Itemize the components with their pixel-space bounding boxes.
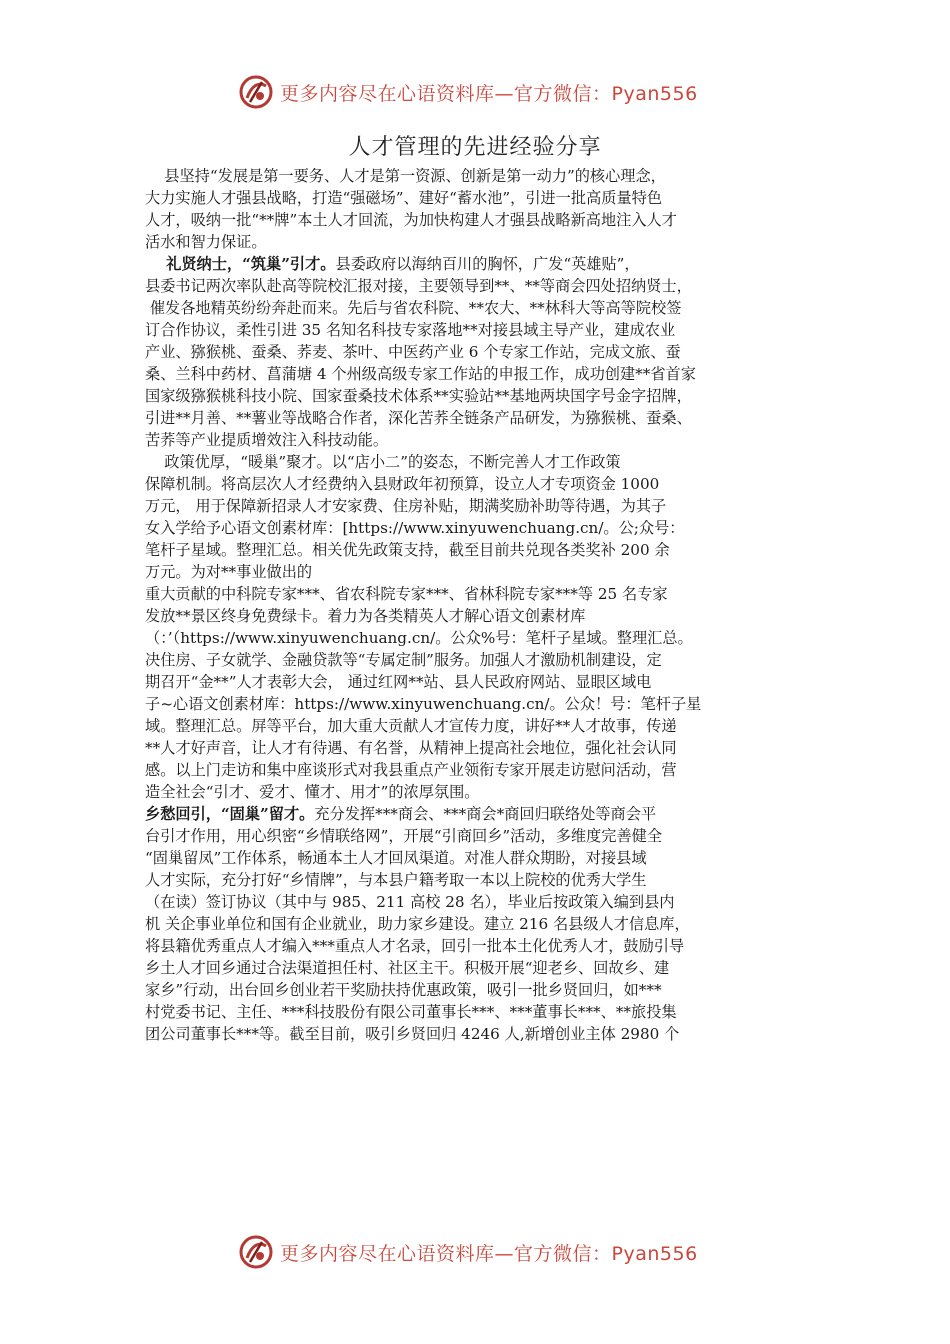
text-line [145,363,825,385]
line-text: 重大贡献的中科院专家***、省农科院专家***、省林科院专家***等 25 名专家 [145,585,668,603]
line-text: 引进**月善、**薯业等战略合作者，深化苦荞全链条产品研发，为猕猴桃、蚕桑、 [145,409,692,427]
text-line [145,1001,825,1023]
line-text: 活水和智力保证。 [145,233,267,251]
text-line [145,627,825,649]
line-text: 万元。为对**事业做出的 [145,563,313,581]
line-text: 订合作协议，柔性引进 35 名知名科技专家落地**对接县域主导产业，建成农业 [145,321,676,339]
text-line [145,781,825,803]
text-line [145,341,825,363]
text-line [145,319,825,341]
line-text: 国家级猕猴桃科技小院、国家蚕桑技术体系**实验站**基地两块国字号金字招牌， [145,387,692,405]
line-text: 人才实际，充分打好“乡情牌”，与本县户籍考取一本以上院校的优秀大学生 [145,871,647,889]
banner-text: 更多内容尽在心语资料库—官方微信：Pyan556 [280,82,698,105]
section-heading: 礼贤纳士，“筑巢”引才。 [145,255,336,273]
line-text: 笔杆子星域。整理汇总。相关优先政策支持，截至目前共兑现各类奖补 200 余 [145,541,670,559]
seal-logo-icon [238,1234,274,1270]
line-text: 发放**景区终身免费绿卡。着力为各类精英人才解心语文创素材库 [145,607,586,625]
line-text: 子~心语文创素材库：https://www.xinyuwenchuang.cn/。公众！号：笔杆子星 [145,695,702,713]
line-text: （：’（https://www.xinyuwenchuang.cn/。公众%号：笔杆子星域。整理汇总。 [145,629,693,647]
line-text: 乡土人才回乡通过合法渠道担任村、社区主干。积极开展“迎老乡、回故乡、建 [145,959,670,977]
line-text: 家乡”行动，出台回乡创业若干奖励扶持优惠政策，吸引一批乡贤回归，如*** [145,981,662,999]
line-text: **人才好声音，让人才有待遇、有名誉，从精神上提高社会地位，强化社会认同 [145,739,677,757]
line-text: 保障机制。将高层次人才经费纳入县财政年初预算，设立人才专项资金 1000 [145,475,660,493]
text-line [145,473,825,495]
line-text: 村党委书记、主任、***科技股份有限公司董事长***、***董事长***、**旅投集 [145,1003,677,1021]
text-line [145,825,825,847]
text-line [145,407,825,429]
text-line [145,803,825,825]
text-line [145,715,825,737]
text-line [145,429,825,451]
line-text: 县坚持“发展是第一要务、人才是第一资源、创新是第一动力”的核心理念， [145,167,666,185]
text-line [145,979,825,1001]
banner-text: 更多内容尽在心语资料库—官方微信：Pyan556 [280,1242,698,1265]
text-line [145,693,825,715]
line-text: 女入学给予心语文创素材库：[https://www.xinyuwenchuang.cn/。公;众号： [145,519,685,537]
text-line [145,231,825,253]
line-text: 县委政府以海纳百川的胸怀，广发“英雄贴”， [335,255,640,273]
line-text: 感。以上门走访和集中座谈形式对我县重点产业领衔专家开展走访慰问活动，营 [145,761,677,779]
text-line [145,671,825,693]
text-line [145,451,825,473]
line-text: 县委书记两次率队赴高等院校汇报对接，主要领导到**、**等商会四处招纳贤士， [145,277,692,295]
text-line [145,913,825,935]
line-text: 台引才作用，用心织密“乡情联络网”，开展“引商回乡”活动，多维度完善健全 [145,827,663,845]
text-line [145,539,825,561]
line-text: 苦荞等产业提质增效注入科技动能。 [145,431,388,449]
text-line [145,1023,825,1045]
text-line [145,495,825,517]
line-text: 期召开“金**”人才表彰大会， 通过红网**站、县人民政府网站、显眼区域电 [145,673,652,691]
text-line [145,253,825,275]
line-text: （在读）签订协议（其中与 985、211 高校 28 名），毕业后按政策入编到县内 [145,893,675,911]
text-line [145,209,825,231]
text-line [145,605,825,627]
text-line [145,165,825,187]
text-line [145,737,825,759]
line-text: 人才，吸纳一批“**牌”本土人才回流，为加快构建人才强县战略新高地注入人才 [145,211,677,229]
section-heading: 乡愁回引，“固巢”留才。 [145,805,315,823]
text-line [145,847,825,869]
line-text: 域。整理汇总。屏等平台，加大重大贡献人才宣传力度，讲好**人才故事，传递 [145,717,677,735]
line-text: 催发各地精英纷纷奔赴而来。先后与省农科院、**农大、**林科大等高等院校签 [145,299,682,317]
text-line [145,517,825,539]
document-title: 人才管理的先进经验分享 [348,135,602,160]
header-banner [0,72,950,112]
line-text: 团公司董事长***等。截至目前，吸引乡贤回归 4246 人,新增创业主体 2980 个 [145,1025,680,1043]
line-text: 产业、猕猴桃、蚕桑、荞麦、茶叶、中医药产业 6 个专家工作站，完成文旅、蚕 [145,343,681,361]
text-line [145,385,825,407]
text-line [145,891,825,913]
line-text: 造全社会“引才、爱才、懂才、用才”的浓厚氛围。 [145,783,480,801]
line-text: 充分发挥***商会、***商会*商回归联络处等商会平 [314,805,657,823]
text-line [145,759,825,781]
text-line [145,583,825,605]
text-line [145,297,825,319]
seal-logo-icon [238,74,274,110]
line-text: 大力实施人才强县战略，打造“强磁场”、建好“蓄水池”，引进一批高质量特色 [145,189,663,207]
footer-banner [0,1232,950,1272]
text-line [145,957,825,979]
text-line [145,869,825,891]
text-line [145,275,825,297]
line-text: 桑、兰科中药材、菖蒲塘 4 个州级高级专家工作站的申报工作，成功创建**省首家 [145,365,696,383]
text-line [145,649,825,671]
line-text: 万元， 用于保障新招录人才安家费、住房补贴，期满奖励补助等待遇，为其子 [145,497,667,515]
line-text: 机 关企事业单位和国有企业就业，助力家乡建设。建立 216 名县级人才信息库， [145,915,690,933]
line-text: “固巢留凤”工作体系，畅通本土人才回凤渠道。对准人群众期盼，对接县域 [145,849,647,867]
document-body [145,165,825,1065]
text-line [145,935,825,957]
text-line [145,561,825,583]
text-line [145,187,825,209]
line-text: 政策优厚，“暖巢”聚才。以“店小二”的姿态，不断完善人才工作政策 [145,453,621,471]
line-text: 决住房、子女就学、金融贷款等“专属定制”服务。加强人才激励机制建设，定 [145,651,662,669]
line-text: 将县籍优秀重点人才编入***重点人才名录，回引一批本土化优秀人才，鼓励引导 [145,937,685,955]
